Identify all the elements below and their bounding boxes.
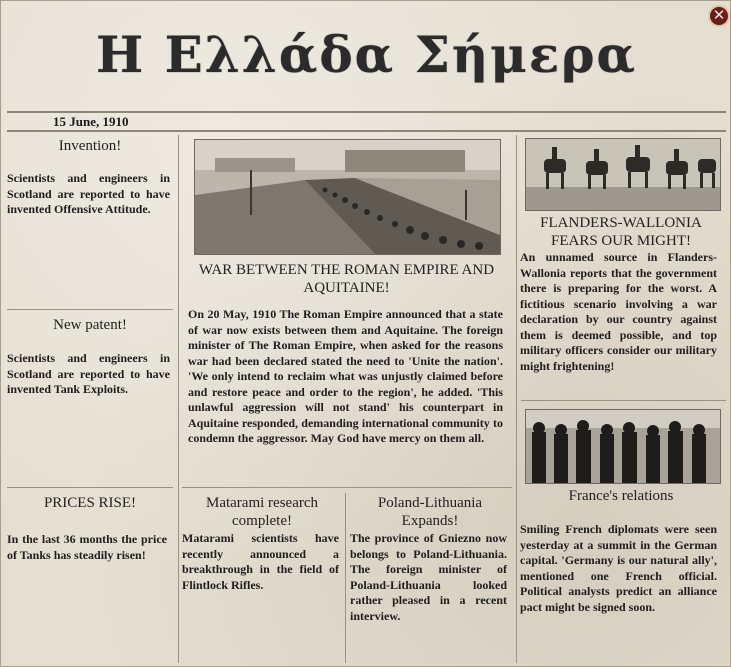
- column-rule-right: [516, 135, 517, 663]
- poland-headline: Poland-Lithuania Expands!: [377, 495, 483, 529]
- invention-headline: Invention!: [58, 138, 122, 154]
- matarami-headline: Matarami research complete!: [205, 495, 319, 529]
- column-rule-left: [178, 135, 179, 663]
- matarami-body: Matarami scientists have recently announced a breakthrough in the field of Flintlock Rifles.: [182, 531, 339, 592]
- close-icon: ✕: [712, 6, 726, 24]
- invention-body: Scientists and engineers in Scotland are reported to have invented Offensive Attitude.: [7, 171, 170, 216]
- poland-body: The province of Gniezno now belongs to Poland-Lithuania. The foreign minister of Poland-Lithuania looked rather pleased in a recent interview.: [350, 531, 507, 623]
- war-headline: WAR BETWEEN THE ROMAN EMPIRE AND AQUITAINE!: [198, 262, 495, 296]
- masthead-divider-top: [7, 111, 726, 113]
- newspaper-masthead: Η Ελλάδα Σήμερα: [95, 25, 637, 84]
- diplomats-photo: [525, 409, 721, 484]
- right-divider: [521, 400, 726, 401]
- column-rule-center-bottom: [345, 493, 346, 663]
- issue-date: 15 June, 1910: [53, 114, 129, 129]
- left-divider-2: [7, 487, 173, 488]
- prices-body: In the last 36 months the price of Tanks has steadily risen!: [7, 532, 167, 562]
- left-divider-1: [7, 309, 173, 310]
- flanders-headline: FLANDERS-WALLONIA FEARS OUR MIGHT!: [540, 215, 702, 249]
- cavalry-photo: [525, 138, 721, 211]
- war-body: On 20 May, 1910 The Roman Empire announced that a state of war now exists between them and Aquitaine. The foreign minister of The Roman Empire, when asked for the reasons war had been declared stated the need to 'Unite the nation'. 'We only intend to reclaim what was unjustly claimed before and restore peace and order to the region', he added. 'This unlawful aggression will not stand' his counterpart in Aquitaine responded, demanding international community to condemn the aggressor. May God have mercy on them all.: [188, 307, 503, 445]
- flanders-body: An unnamed source in Flanders-Wallonia reports that the government there is preparing for the worst. A fictitious scenario involving a war declaration by our country against them is deemed possible, and top military officers consider our military might frightening!: [520, 250, 717, 373]
- france-body: Smiling French diplomats were seen yesterday at a summit in the German capital. 'Germany is our natural ally', mentioned one French official. Political analysts predict an alliance pact might be signed soon.: [520, 522, 717, 614]
- patent-headline: New patent!: [53, 317, 127, 333]
- close-button[interactable]: [708, 5, 730, 27]
- masthead-divider-bottom: [7, 130, 726, 132]
- patent-body: Scientists and engineers in Scotland are reported to have invented Tank Exploits.: [7, 351, 170, 396]
- center-divider: [182, 487, 512, 488]
- prices-headline: PRICES RISE!: [43, 495, 137, 511]
- war-parade-photo: [194, 139, 501, 255]
- france-headline: France's relations: [568, 488, 674, 504]
